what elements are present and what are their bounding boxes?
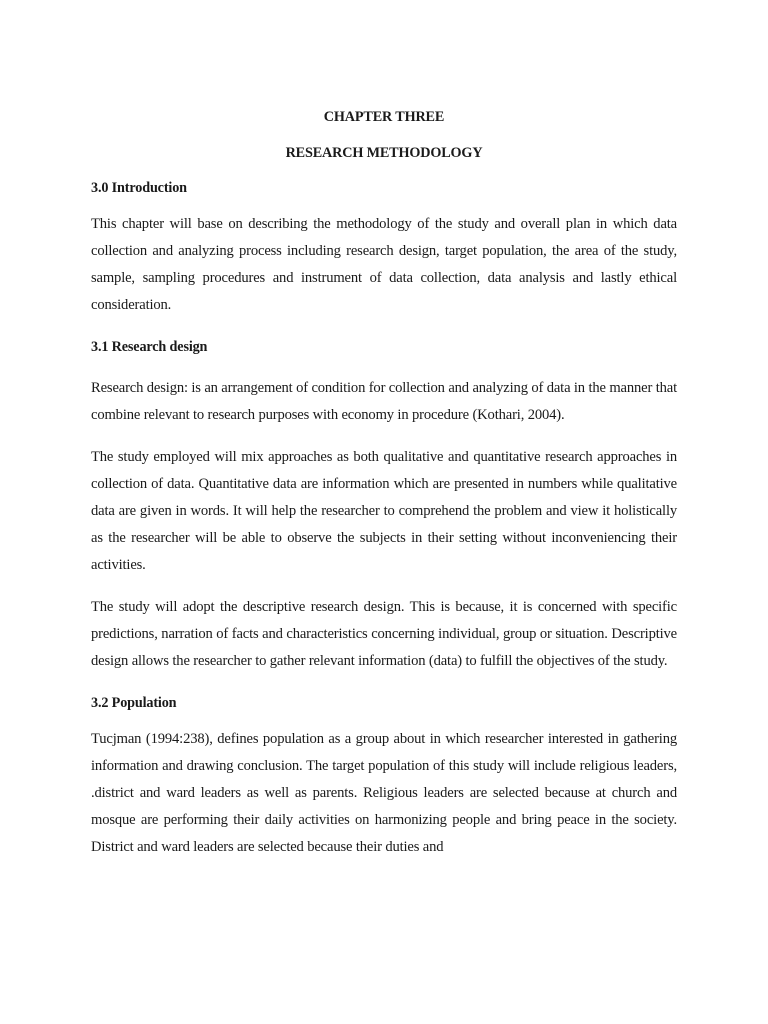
paragraph-research-design-descriptive: The study will adopt the descriptive research design. This is because, it is concerned with specific predictions, narration of facts and characteristics concerning individual, group or situation. Descriptive design allows the researcher to gather relevant information (data) to fulfill the objectives of the study. [91, 599, 677, 669]
section-heading-population: 3.2 Population [91, 695, 177, 711]
page-content [91, 104, 677, 861]
section-heading-introduction: 3.0 Introduction [91, 180, 187, 196]
paragraph-population: Tucjman (1994:238), defines population as a group about in which researcher interested in gathering information and drawing conclusion. The target population of this study will include religious leaders, .district and ward leaders as well as parents. Religious leaders are selected because at church and mosque are performing their daily activities on harmonizing people and bring peace in the society. District and ward leaders are selected because their duties and [91, 731, 677, 855]
section-heading-research-design: 3.1 Research design [91, 339, 208, 355]
chapter-title: CHAPTER THREE [323, 109, 445, 125]
paragraph-research-design-definition: Research design: is an arrangement of condition for collection and analyzing of data in the manner that combine relevant to research purposes with economy in procedure (Kothari, 2004). [91, 380, 677, 423]
paragraph-introduction: This chapter will base on describing the methodology of the study and overall plan in which data collection and analyzing process including research design, target population, the area of the study, sample, sampling procedures and instrument of data collection, data analysis and lastly ethical consideration. [91, 216, 677, 313]
chapter-subtitle: RESEARCH METHODOLOGY [285, 145, 483, 161]
paragraph-research-design-approaches: The study employed will mix approaches as both qualitative and quantitative research approaches in collection of data. Quantitative data are information which are presented in numbers while qualitative data are given in words. It will help the researcher to comprehend the problem and view it holistically as the researcher will be able to observe the subjects in their setting without inconveniencing their activities. [91, 449, 677, 573]
